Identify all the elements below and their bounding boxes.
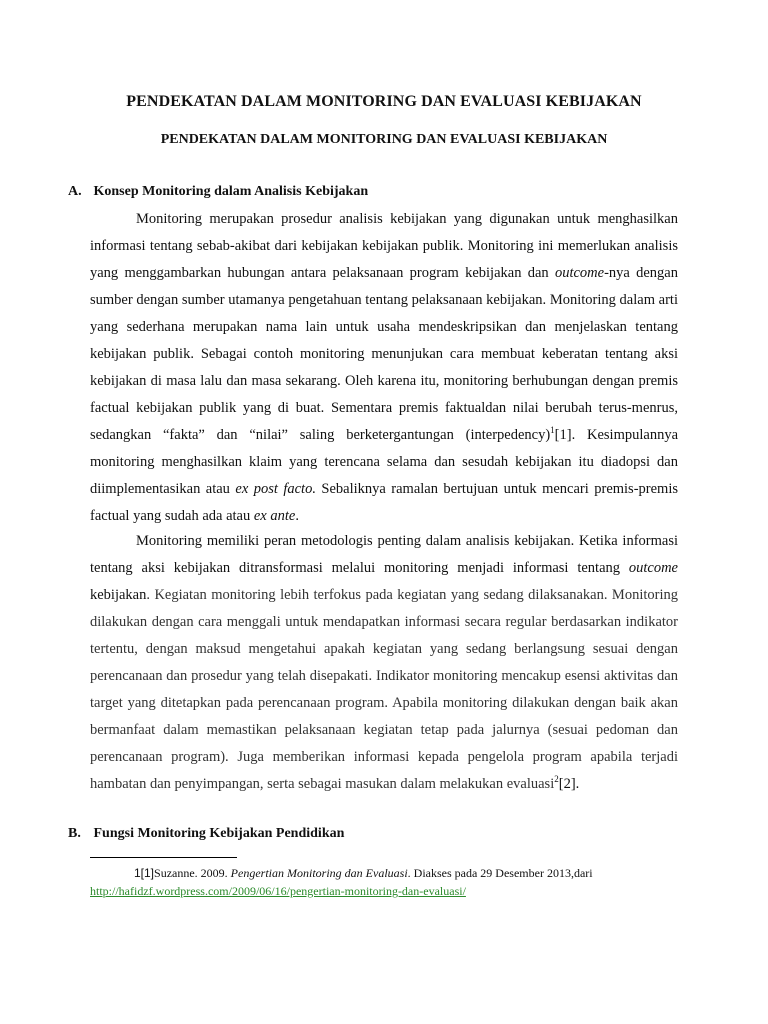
footnote xyxy=(90,864,690,900)
section-b-title: Fungsi Monitoring Kebijakan Pendidikan xyxy=(93,826,345,841)
document-subtitle: PENDEKATAN DALAM MONITORING DAN EVALUASI KEBIJAKAN xyxy=(160,132,608,147)
p1-text-4: Sebaliknya ramalan bertujuan untuk mencari premis-premis factual yang sudah ada atau xyxy=(90,481,678,524)
p1-text-2: -nya dengan sumber dengan sumber utamanya pengetahuan tentang pelaksanaan kebijakan. Monitoring dalam arti yang sederhana merupakan nama lain untuk usaha mendeskripsikan dan menjelaskan tentang kebijakan publik. Sebagai contoh monitoring menunjukan cara membuat keberatan tentang aksi kebijakan di masa lalu dan masa sekarang. Oleh karena itu, monitoring berhubungan dengan premis factual kebijakan publik yang di buat. Sementara premis faktualdan nilai berubah terus-menrus, sedangkan “fakta” dan “nilai” saling berketergantungan (interpedency) xyxy=(90,265,678,443)
p2-text-4: [2]. xyxy=(558,776,580,792)
p1-text-1: Monitoring merupakan prosedur analisis kebijakan yang digunakan untuk menghasilkan informasi tentang sebab-akibat dari kebijakan kebijakan publik. Monitoring ini memerlukan analisis yang menggambarkan hubungan antara pelaksanaan program kebijakan dan xyxy=(90,211,678,281)
p1-italic-ex-ante: ex ante xyxy=(253,508,296,524)
p2-italic-outcome: outcome xyxy=(628,560,678,576)
p1-text-5: . xyxy=(295,508,299,524)
footnote-text-1: Suzanne. 2009. xyxy=(154,866,231,880)
p2-text-3: . Kegiatan monitoring lebih terfokus pada kegiatan yang sedang dilaksanakan. Monitoring dilakukan dengan cara menggali untuk mendapatkan informasi secara regular berdasarkan indikator tertentu, dengan maksud mengetahui apakah kegiatan yang sedang berlangsung sesuai dengan perencanaan dan prosedur yang telah disepakati. Indikator monitoring mencakup esensi aktivitas dan target yang ditetapkan pada perencanaan program. Apabila monitoring dilakukan dengan baik akan bermanfaat dalam memastikan pelaksanaan kegiatan tetap pada jalurnya (sesuai pedoman dan perencanaan program). Juga memberikan informasi kepada pengelola program apabila terjadi hambatan dan penyimpangan, serta sebagai masukan dalam melakukan evaluasi xyxy=(90,587,678,792)
p1-italic-outcome: outcome xyxy=(554,265,605,281)
section-a-heading xyxy=(68,184,368,200)
section-a-title: Konsep Monitoring dalam Analisis Kebijakan xyxy=(93,184,369,199)
section-b-number: B. xyxy=(68,826,81,841)
footnote-marker[interactable]: 1[1] xyxy=(134,866,155,880)
footnote-ref-2[interactable]: 2 xyxy=(554,774,559,785)
footnote-italic-title: Pengertian Monitoring dan Evaluasi xyxy=(230,866,408,880)
p2-text-2: kebijakan xyxy=(90,587,147,603)
footnote-divider xyxy=(90,857,237,858)
section-a-paragraph-1 xyxy=(90,206,678,530)
p1-text-3: [1]. Kesimpulannya monitoring menghasilkan klaim yang terencana selama dan sesudah kebijakan itu diadopsi dan diimplementasikan atau xyxy=(90,427,678,497)
footnote-ref-1[interactable]: 1 xyxy=(550,425,555,436)
p1-italic-ex-post-facto: ex post facto. xyxy=(235,481,316,497)
section-a-paragraph-2 xyxy=(90,528,678,798)
document-title: PENDEKATAN DALAM MONITORING DAN EVALUASI KEBIJAKAN xyxy=(126,93,642,110)
section-b-heading xyxy=(68,826,344,842)
footnote-link[interactable]: http://hafidzf.wordpress.com/2009/06/16/pengertian-monitoring-dan-evaluasi/ xyxy=(90,884,466,898)
section-a-number: A. xyxy=(68,184,82,199)
p2-text-1: Monitoring memiliki peran metodologis penting dalam analisis kebijakan. Ketika informasi tentang aksi kebijakan ditransformasi melalui monitoring menjadi informasi tentang xyxy=(90,533,678,576)
footnote-text-2: . Diakses pada 29 Desember 2013,dari xyxy=(407,866,593,880)
